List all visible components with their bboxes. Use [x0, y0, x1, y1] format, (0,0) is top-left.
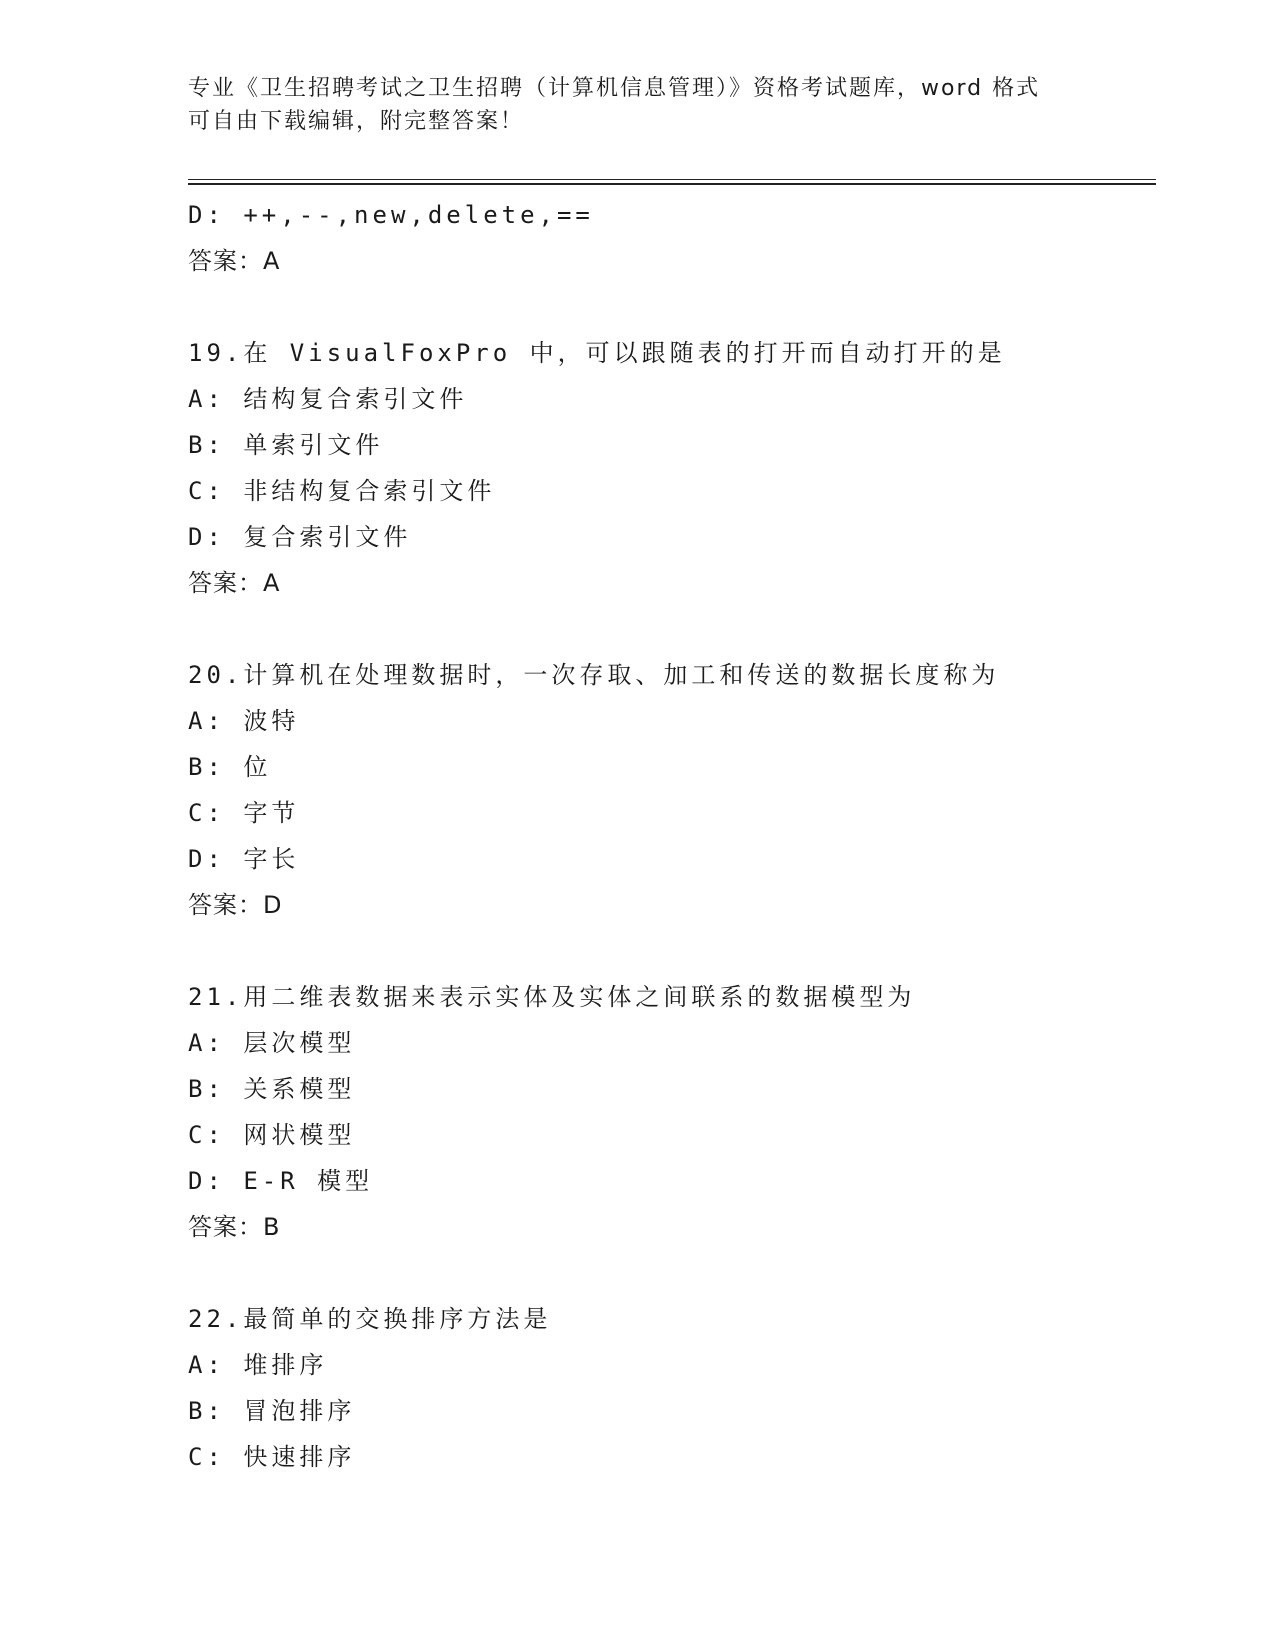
option-a: A: 结构复合索引文件: [188, 385, 468, 413]
question-stem: 22.最简单的交换排序方法是: [188, 1305, 552, 1333]
option-c: C: 网状模型: [188, 1121, 356, 1149]
question-21: [188, 974, 1148, 1250]
header-divider-thin: [188, 179, 1156, 180]
header-line-1: 专业《卫生招聘考试之卫生招聘（计算机信息管理）》资格考试题库，word 格式: [188, 76, 1041, 101]
question-stem: 19.在 VisualFoxPro 中，可以跟随表的打开而自动打开的是: [188, 339, 1006, 367]
option-a: A: 层次模型: [188, 1029, 356, 1057]
question-20: [188, 652, 1148, 928]
question-list: [188, 192, 1148, 1480]
option-d: D: 字长: [188, 845, 300, 873]
option-c: C: 字节: [188, 799, 300, 827]
answer: 答案：D: [188, 891, 283, 919]
answer: 答案：B: [188, 1213, 281, 1241]
option-c: C: 非结构复合索引文件: [188, 477, 496, 505]
answer: 答案：A: [188, 569, 281, 597]
prev-question-tail: [188, 192, 1148, 284]
question-19: [188, 330, 1148, 606]
option-d: D: E-R 模型: [188, 1167, 374, 1195]
option-b: B: 冒泡排序: [188, 1397, 356, 1425]
question-22: [188, 1296, 1148, 1480]
question-stem: 21.用二维表数据来表示实体及实体之间联系的数据模型为: [188, 983, 916, 1011]
option-d: D: ++,--,new,delete,==: [188, 201, 594, 229]
option-c: C: 快速排序: [188, 1443, 356, 1471]
header-line-2: 可自由下载编辑，附完整答案！: [188, 109, 525, 134]
option-b: B: 关系模型: [188, 1075, 356, 1103]
question-stem: 20.计算机在处理数据时，一次存取、加工和传送的数据长度称为: [188, 661, 1000, 689]
option-b: B: 位: [188, 753, 272, 781]
document-header: [188, 72, 1088, 138]
option-a: A: 堆排序: [188, 1351, 328, 1379]
option-b: B: 单索引文件: [188, 431, 384, 459]
header-divider-thick: [188, 183, 1156, 185]
option-a: A: 波特: [188, 707, 300, 735]
answer: 答案：A: [188, 247, 281, 275]
option-d: D: 复合索引文件: [188, 523, 412, 551]
